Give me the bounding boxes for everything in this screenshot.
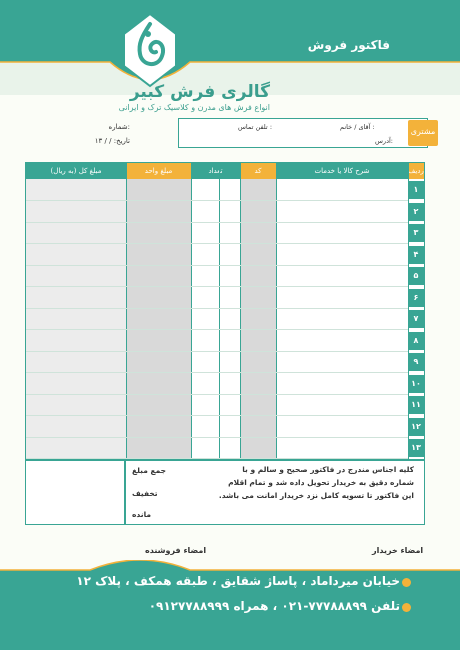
sum-label: جمع مبلغ xyxy=(132,466,167,475)
table-row[interactable] xyxy=(26,286,408,287)
discount-label: تخفیف xyxy=(132,489,158,498)
table-row[interactable] xyxy=(26,308,408,309)
phone-icon xyxy=(402,603,411,612)
column-header-code: کد xyxy=(240,163,276,179)
buyer-signature-label: امضاء خریدار xyxy=(372,546,424,555)
shop-logo xyxy=(118,10,182,90)
invoice-number-field[interactable]: شماره: xyxy=(108,123,130,131)
row-number: ۱۳ xyxy=(408,439,424,457)
row-number: ۱ xyxy=(408,181,424,199)
seller-signature-label: امضاء فروشنده xyxy=(145,546,207,555)
column-header-quantity: تعداد xyxy=(208,167,223,175)
column-header-row: ردیف xyxy=(408,163,424,179)
customer-phone-field[interactable]: تلفن تماس : xyxy=(238,123,273,131)
row-number: ۸ xyxy=(408,332,424,350)
shop-subtitle: انواع فرش های مدرن و کلاسیک ترک و ایرانی xyxy=(118,103,270,112)
row-number: ۶ xyxy=(408,289,424,307)
column-header-total: مبلغ کل (به ریال) xyxy=(50,167,102,175)
row-number: ۵ xyxy=(408,267,424,285)
footer-address: خیابان میرداماد ، پاساژ شقایق ، طبقه همکف ، پلاک ۱۲ xyxy=(76,574,400,588)
invoice-date-field[interactable]: تاریخ: / / ۱۳ xyxy=(94,137,130,145)
table-row[interactable] xyxy=(26,329,408,330)
table-row[interactable] xyxy=(26,200,408,201)
footer-phones: تلفن ۷۷۷۸۸۸۹۹-۰۲۱ ، همراه ۰۹۱۲۷۷۸۸۹۹۹ xyxy=(148,599,400,613)
customer-name-field[interactable]: آقای / خانم : xyxy=(340,123,375,131)
terms-note: کلیه اجناس مندرج در فاکتور صحیح و سالم و با شماره دقیق به خریدار تحویل داده شد و تمام اقلام این فاکتور تا تسویه کامل نزد خریدار امانت می باشد. xyxy=(218,465,414,500)
customer-tab-label: مشتری xyxy=(410,127,436,136)
customer-address-field[interactable]: آدرس: xyxy=(375,137,393,145)
table-row[interactable] xyxy=(26,415,408,416)
table-row[interactable] xyxy=(26,458,408,459)
column-header-description: شرح کالا یا خدمات xyxy=(314,167,370,175)
table-row[interactable] xyxy=(26,372,408,373)
row-number: ۱۱ xyxy=(408,396,424,414)
row-number: ۳ xyxy=(408,224,424,242)
row-number: ۷ xyxy=(408,310,424,328)
row-number: ۱۰ xyxy=(408,375,424,393)
row-number: ۴ xyxy=(408,246,424,264)
location-icon xyxy=(402,578,411,587)
invoice-title: فاکتور فروش xyxy=(307,38,390,52)
table-row[interactable] xyxy=(26,222,408,223)
table-row[interactable] xyxy=(26,437,408,438)
shop-name: گالری فرش کبیر xyxy=(129,82,270,102)
table-row[interactable] xyxy=(26,351,408,352)
table-row[interactable] xyxy=(26,265,408,266)
row-number: ۱۲ xyxy=(408,418,424,436)
table-row[interactable] xyxy=(26,394,408,395)
row-number: ۹ xyxy=(408,353,424,371)
table-row[interactable] xyxy=(26,243,408,244)
items-table xyxy=(25,162,425,460)
column-header-unit-price: مبلغ واحد xyxy=(126,163,191,179)
totals-left-box xyxy=(25,460,125,525)
row-number: ۲ xyxy=(408,203,424,221)
customer-tab xyxy=(408,120,438,146)
remaining-label: مانده xyxy=(132,510,152,519)
